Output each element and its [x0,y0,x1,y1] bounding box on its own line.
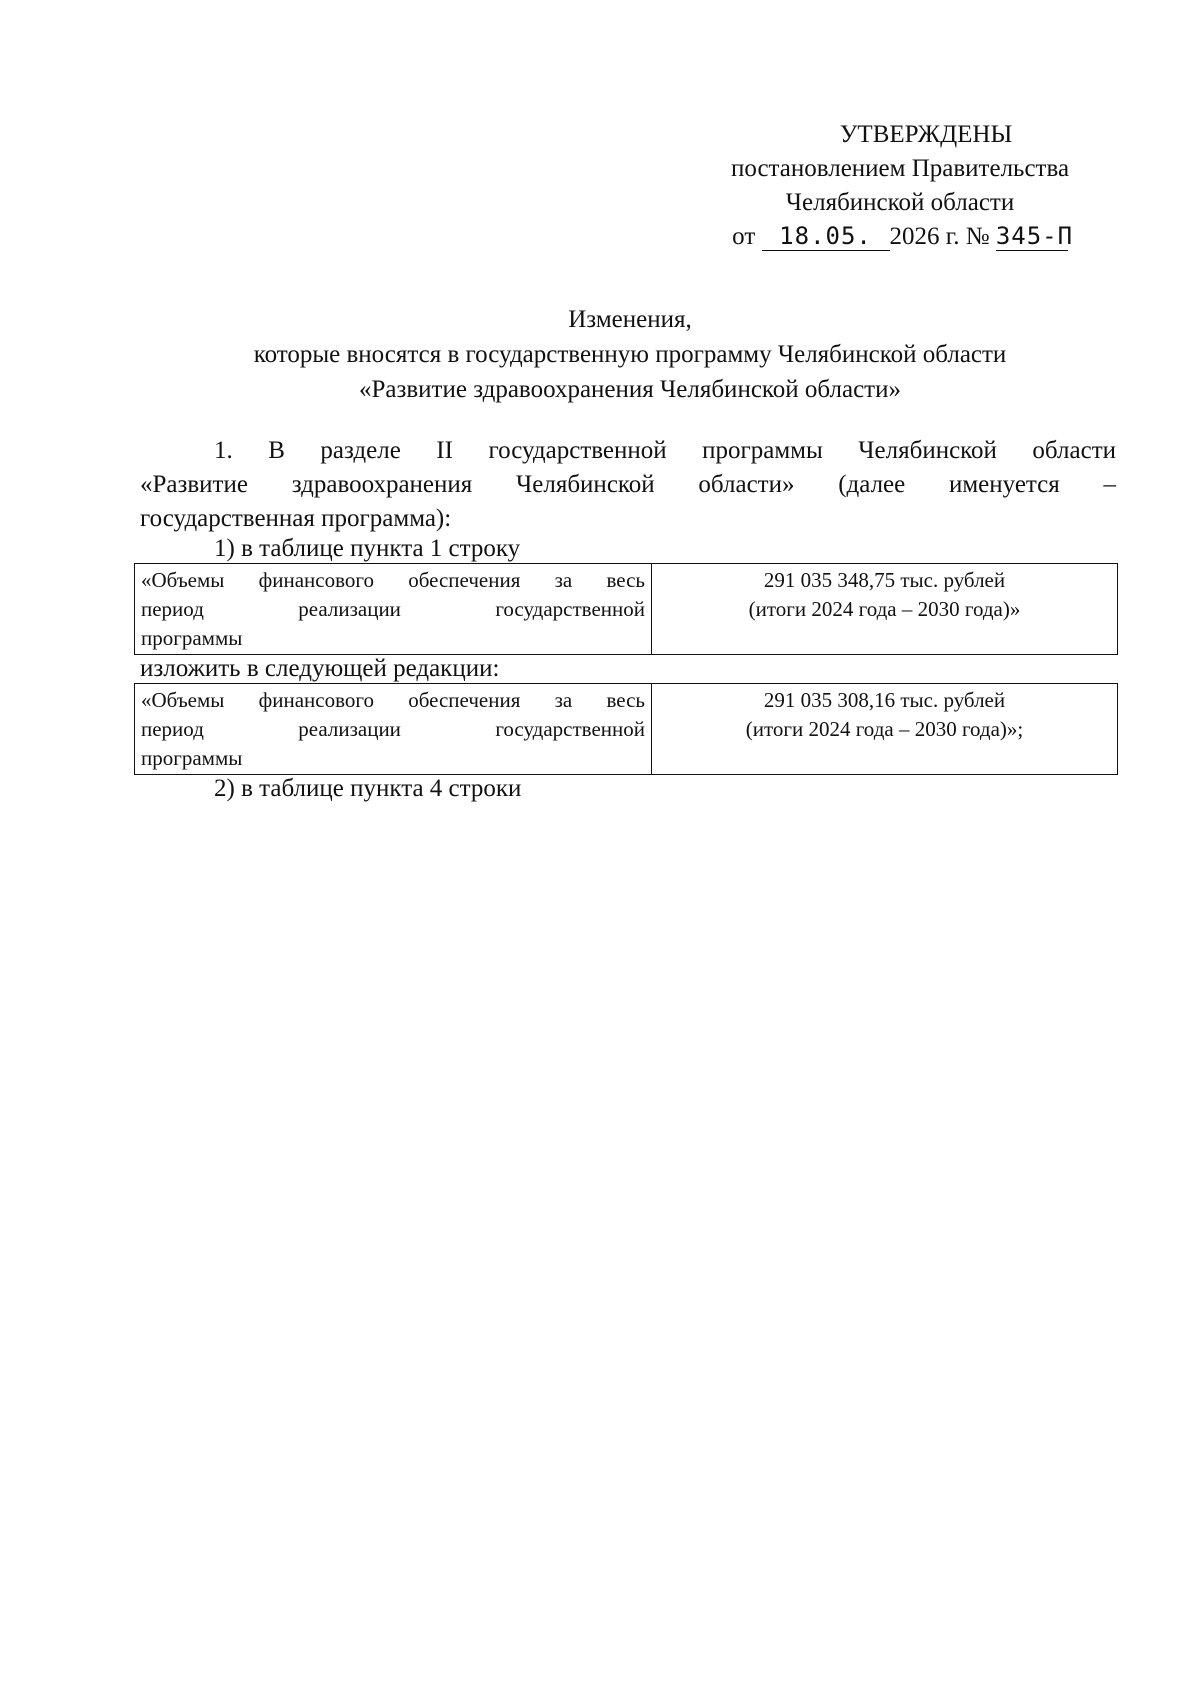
table-old-amount: 291 035 348,75 тыс. рублей [763,568,1006,592]
table-row [135,564,1118,655]
table-new-row [134,683,1118,775]
title-line-2: которые вносятся в государственную программу Челябинской области [253,341,1007,368]
handwritten-number: 345-П [995,222,1074,250]
paragraph-1-line-3: государственная программа): [140,505,452,532]
approval-authority: постановлением Правительства [730,155,1070,182]
table-new-left-line-1: «Объемы финансового обеспечения за весь [141,688,645,712]
table-new-amount: 291 035 308,16 тыс. рублей [763,688,1006,712]
title-line-3: «Развитие здравоохранения Челябинской области» [358,376,901,403]
approval-region: Челябинской области [785,189,1015,216]
table-old-left-line-3: программы [141,626,243,650]
approval-stamp-block [700,118,1100,254]
document-title [140,302,1120,407]
table-old-period: (итоги 2024 года – 2030 года)» [748,597,1021,621]
paragraph-1-line-1: 1. В разделе II государственной программы Челябинской области [214,437,1116,464]
approval-heading: УТВЕРЖДЕНЫ [839,121,1013,148]
table-new-period: (итоги 2024 года – 2030 года)»; [745,717,1024,741]
replace-instruction: изложить в следующей редакции: [140,655,500,682]
paragraph-1-line-2: «Развитие здравоохранения Челябинской области» (далее именуется – [140,471,1116,498]
date-prefix: от [732,223,756,250]
table-old-right-cell [652,564,1118,655]
table-new-left-line-2: период реализации государственной [141,717,645,741]
table-new-right-cell [652,684,1118,775]
table-new-left-cell [135,684,652,775]
item-1-intro: 1) в таблице пункта 1 строку [214,535,521,562]
approval-year: 2026 г. № [889,223,990,250]
paragraph-1 [140,434,1116,536]
item-2-intro: 2) в таблице пункта 4 строки [214,775,522,802]
table-old-left-line-1: «Объемы финансового обеспечения за весь [141,568,645,592]
table-old-row [134,563,1118,655]
approval-date-line [700,220,1100,254]
table-old-left-line-2: период реализации государственной [141,597,645,621]
table-old-left-cell [135,564,652,655]
title-line-1: Изменения, [568,306,692,333]
table-new-left-line-3: программы [141,746,243,770]
handwritten-date: 18.05. [762,222,890,251]
table-row [135,684,1118,775]
